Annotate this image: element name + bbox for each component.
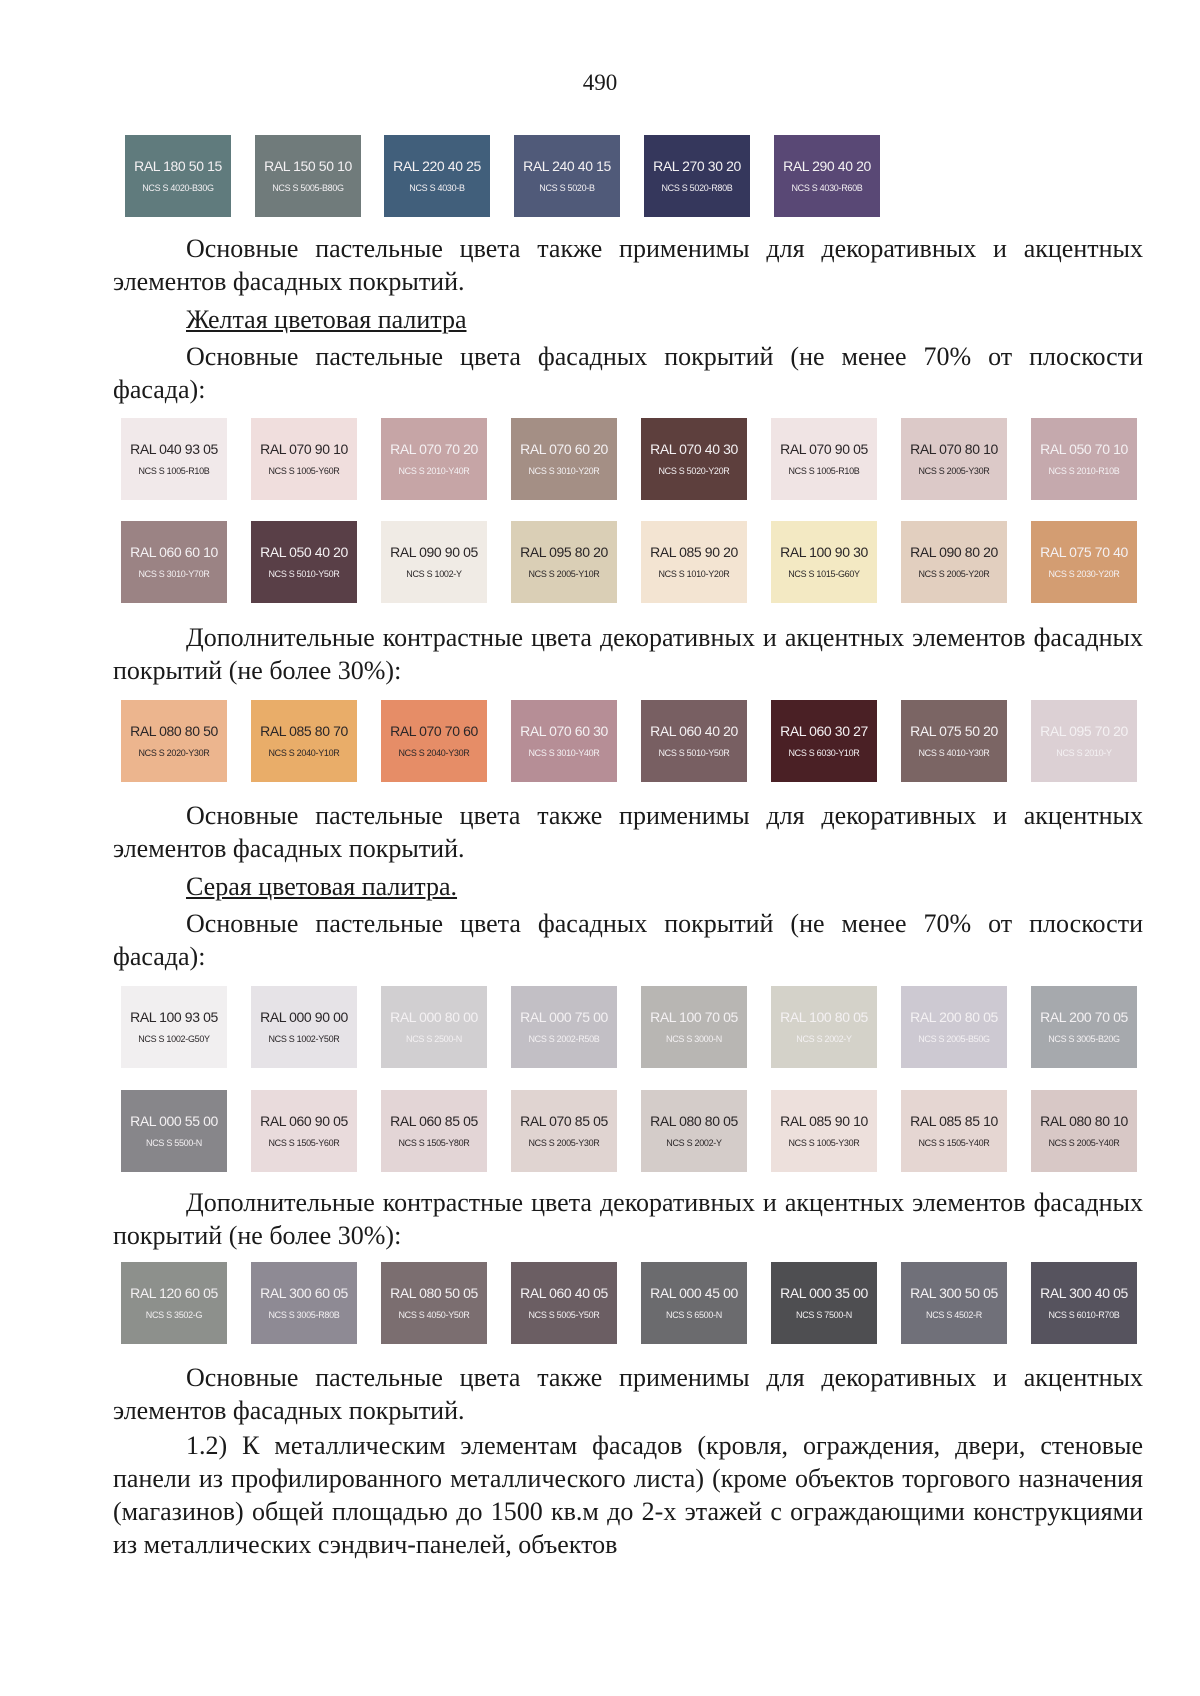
paragraph-pastel-decor-3: Основные пастельные цвета также применимы для декоративных и акцентных элементов фасадных покрытий. (113, 1363, 1143, 1425)
ral-code: RAL 270 30 20 (653, 158, 741, 174)
ncs-code: NCS S 2005-Y20R (918, 569, 990, 579)
ncs-code: NCS S 2005-Y40R (1048, 1138, 1120, 1148)
ncs-code: NCS S 5020-B (539, 183, 595, 193)
ral-code: RAL 075 70 40 (1040, 544, 1128, 560)
color-swatch (255, 135, 361, 217)
color-swatch (644, 135, 750, 217)
color-swatch (511, 1262, 617, 1344)
ral-code: RAL 040 93 05 (130, 441, 218, 457)
ncs-code: NCS S 5010-Y50R (658, 748, 730, 758)
ncs-code: NCS S 2002-Y (666, 1138, 722, 1148)
color-swatch (641, 521, 747, 603)
ncs-code: NCS S 2030-Y20R (1048, 569, 1120, 579)
color-swatch (1031, 418, 1137, 500)
ncs-code: NCS S 3000-N (666, 1034, 722, 1044)
ral-code: RAL 200 80 05 (910, 1009, 998, 1025)
color-swatch (641, 418, 747, 500)
color-swatch (901, 1090, 1007, 1172)
color-swatch (1031, 1262, 1137, 1344)
color-swatch (251, 986, 357, 1068)
color-swatch (511, 521, 617, 603)
ncs-code: NCS S 4020-B30G (142, 183, 214, 193)
ral-code: RAL 070 90 10 (260, 441, 348, 457)
color-swatch (511, 986, 617, 1068)
ncs-code: NCS S 6030-Y10R (788, 748, 860, 758)
ral-code: RAL 100 80 05 (780, 1009, 868, 1025)
ncs-code: NCS S 2040-Y30R (398, 748, 470, 758)
ral-code: RAL 100 93 05 (130, 1009, 218, 1025)
ncs-code: NCS S 2010-R10B (1048, 466, 1120, 476)
color-swatch (641, 986, 747, 1068)
ncs-code: NCS S 2005-Y30R (528, 1138, 600, 1148)
ral-code: RAL 085 90 20 (650, 544, 738, 560)
ral-code: RAL 000 80 00 (390, 1009, 478, 1025)
ral-code: RAL 300 50 05 (910, 1285, 998, 1301)
ral-code: RAL 060 85 05 (390, 1113, 478, 1129)
ral-code: RAL 300 40 05 (1040, 1285, 1128, 1301)
color-swatch (1031, 986, 1137, 1068)
ncs-code: NCS S 4030-B (409, 183, 465, 193)
ncs-code: NCS S 1005-Y60R (268, 466, 340, 476)
ncs-code: NCS S 2005-B50G (918, 1034, 990, 1044)
ral-code: RAL 290 40 20 (783, 158, 871, 174)
paragraph-pastel-decor-1: Основные пастельные цвета также применимы для декоративных и акцентных элементов фасадных покрытий. (113, 234, 1143, 296)
color-swatch (125, 135, 231, 217)
ral-code: RAL 060 40 05 (520, 1285, 608, 1301)
ncs-code: NCS S 4050-Y50R (398, 1310, 470, 1320)
color-swatch (384, 135, 490, 217)
ncs-code: NCS S 2005-Y30R (918, 466, 990, 476)
ncs-code: NCS S 1002-Y (406, 569, 462, 579)
ncs-code: NCS S 2040-Y10R (268, 748, 340, 758)
ncs-code: NCS S 2010-Y (1056, 748, 1112, 758)
ral-code: RAL 060 60 10 (130, 544, 218, 560)
paragraph-metal-elements: 1.2) К металлическим элементам фасадов (кровля, ограждения, двери, стеновые панели из профилированного металлического листа) (кроме объектов торгового назначения (магазинов) общей площадью до 1500 кв.м до 2-х этажей с ограждающими конструкциями из металлических сэндвич-панелей, объектов (113, 1431, 1143, 1559)
ral-code: RAL 075 50 20 (910, 723, 998, 739)
ral-code: RAL 060 40 20 (650, 723, 738, 739)
page-number: 490 (582, 70, 618, 95)
ral-code: RAL 000 90 00 (260, 1009, 348, 1025)
color-swatch (901, 700, 1007, 782)
ral-code: RAL 070 40 30 (650, 441, 738, 457)
color-swatch (901, 986, 1007, 1068)
paragraph-yellow-main: Основные пастельные цвета фасадных покрытий (не менее 70% от плоскости фасада): (113, 342, 1143, 404)
swatch-row-gray-main-2 (121, 1090, 1141, 1172)
color-swatch (251, 1262, 357, 1344)
ncs-code: NCS S 4502-R (926, 1310, 982, 1320)
color-swatch (121, 700, 227, 782)
ral-code: RAL 300 60 05 (260, 1285, 348, 1301)
ral-code: RAL 090 90 05 (390, 544, 478, 560)
ncs-code: NCS S 2002-Y (796, 1034, 852, 1044)
ncs-code: NCS S 1005-Y30R (788, 1138, 860, 1148)
ncs-code: NCS S 3010-Y20R (528, 466, 600, 476)
color-swatch (121, 1090, 227, 1172)
color-swatch (771, 1090, 877, 1172)
color-swatch (641, 700, 747, 782)
ral-code: RAL 200 70 05 (1040, 1009, 1128, 1025)
ncs-code: NCS S 2010-Y40R (398, 466, 470, 476)
ral-code: RAL 085 80 70 (260, 723, 348, 739)
ral-code: RAL 220 40 25 (393, 158, 481, 174)
ral-code: RAL 095 80 20 (520, 544, 608, 560)
color-swatch (1031, 521, 1137, 603)
ral-code: RAL 070 70 60 (390, 723, 478, 739)
ral-code: RAL 100 70 05 (650, 1009, 738, 1025)
ncs-code: NCS S 2002-R50B (528, 1034, 600, 1044)
ncs-code: NCS S 3010-Y40R (528, 748, 600, 758)
color-swatch (511, 1090, 617, 1172)
ncs-code: NCS S 3005-R80B (268, 1310, 340, 1320)
ral-code: RAL 070 70 20 (390, 441, 478, 457)
color-swatch (641, 1262, 747, 1344)
swatch-row-yellow-contrast (121, 700, 1141, 782)
paragraph-yellow-contrast: Дополнительные контрастные цвета декоративных и акцентных элементов фасадных покрытий (не более 30%): (113, 623, 1143, 685)
ncs-code: NCS S 3005-B20G (1048, 1034, 1120, 1044)
swatch-row-gray-main-1 (121, 986, 1141, 1068)
ral-code: RAL 070 60 20 (520, 441, 608, 457)
ral-code: RAL 000 45 00 (650, 1285, 738, 1301)
ncs-code: NCS S 6500-N (666, 1310, 722, 1320)
ral-code: RAL 090 80 20 (910, 544, 998, 560)
color-swatch (1031, 700, 1137, 782)
ral-code: RAL 180 50 15 (134, 158, 222, 174)
color-swatch (901, 418, 1007, 500)
color-swatch (381, 986, 487, 1068)
ral-code: RAL 100 90 30 (780, 544, 868, 560)
color-swatch (381, 1262, 487, 1344)
color-swatch (251, 521, 357, 603)
color-swatch (901, 521, 1007, 603)
ncs-code: NCS S 6010-R70B (1048, 1310, 1120, 1320)
color-swatch (1031, 1090, 1137, 1172)
paragraph-gray-contrast: Дополнительные контрастные цвета декоративных и акцентных элементов фасадных покрытий (не более 30%): (113, 1188, 1143, 1250)
heading-yellow-palette: Желтая цветовая палитра (186, 305, 467, 334)
ncs-code: NCS S 1505-Y40R (918, 1138, 990, 1148)
ral-code: RAL 000 35 00 (780, 1285, 868, 1301)
paragraph-pastel-decor-2: Основные пастельные цвета также применимы для декоративных и акцентных элементов фасадных покрытий. (113, 801, 1143, 863)
color-swatch (514, 135, 620, 217)
ral-code: RAL 080 80 05 (650, 1113, 738, 1129)
ncs-code: NCS S 5010-Y50R (268, 569, 340, 579)
ral-code: RAL 080 80 50 (130, 723, 218, 739)
color-swatch (251, 1090, 357, 1172)
ncs-code: NCS S 3502-G (145, 1310, 203, 1320)
ncs-code: NCS S 2020-Y30R (138, 748, 210, 758)
ral-code: RAL 120 60 05 (130, 1285, 218, 1301)
paragraph-gray-main: Основные пастельные цвета фасадных покрытий (не менее 70% от плоскости фасада): (113, 909, 1143, 971)
color-swatch (901, 1262, 1007, 1344)
color-swatch (121, 1262, 227, 1344)
color-swatch (381, 1090, 487, 1172)
color-swatch (511, 700, 617, 782)
ncs-code: NCS S 5005-Y50R (528, 1310, 600, 1320)
ncs-code: NCS S 1505-Y60R (268, 1138, 340, 1148)
ral-code: RAL 080 80 10 (1040, 1113, 1128, 1129)
ral-code: RAL 085 85 10 (910, 1113, 998, 1129)
ncs-code: NCS S 3010-Y70R (138, 569, 210, 579)
ral-code: RAL 070 85 05 (520, 1113, 608, 1129)
color-swatch (121, 418, 227, 500)
color-swatch (251, 700, 357, 782)
color-swatch (121, 986, 227, 1068)
heading-gray-palette: Серая цветовая палитра. (186, 872, 458, 901)
color-swatch (771, 418, 877, 500)
ral-code: RAL 000 75 00 (520, 1009, 608, 1025)
ral-code: RAL 240 40 15 (523, 158, 611, 174)
ral-code: RAL 085 90 10 (780, 1113, 868, 1129)
color-swatch (771, 1262, 877, 1344)
swatch-row-blue (125, 135, 885, 217)
ral-code: RAL 150 50 10 (264, 158, 352, 174)
color-swatch (381, 700, 487, 782)
ncs-code: NCS S 1505-Y80R (398, 1138, 470, 1148)
ncs-code: NCS S 1005-R10B (138, 466, 210, 476)
ral-code: RAL 060 30 27 (780, 723, 868, 739)
color-swatch (381, 521, 487, 603)
ncs-code: NCS S 2005-Y10R (528, 569, 600, 579)
ral-code: RAL 095 70 20 (1040, 723, 1128, 739)
color-swatch (251, 418, 357, 500)
swatch-row-yellow-main-1 (121, 418, 1141, 500)
ncs-code: NCS S 4010-Y30R (918, 748, 990, 758)
ncs-code: NCS S 1010-Y20R (658, 569, 730, 579)
color-swatch (771, 700, 877, 782)
color-swatch (121, 521, 227, 603)
ral-code: RAL 070 90 05 (780, 441, 868, 457)
color-swatch (774, 135, 880, 217)
ncs-code: NCS S 1015-G60Y (788, 569, 860, 579)
swatch-row-gray-contrast (121, 1262, 1141, 1344)
ncs-code: NCS S 1002-G50Y (138, 1034, 210, 1044)
swatch-row-yellow-main-2 (121, 521, 1141, 603)
ral-code: RAL 000 55 00 (130, 1113, 218, 1129)
color-swatch (511, 418, 617, 500)
color-swatch (771, 986, 877, 1068)
ncs-code: NCS S 7500-N (796, 1310, 852, 1320)
ral-code: RAL 070 80 10 (910, 441, 998, 457)
ncs-code: NCS S 5500-N (146, 1138, 202, 1148)
ncs-code: NCS S 5020-R80B (661, 183, 733, 193)
color-swatch (641, 1090, 747, 1172)
ral-code: RAL 070 60 30 (520, 723, 608, 739)
color-swatch (381, 418, 487, 500)
ral-code: RAL 050 40 20 (260, 544, 348, 560)
ncs-code: NCS S 4030-R60B (791, 183, 863, 193)
ncs-code: NCS S 5020-Y20R (658, 466, 730, 476)
ncs-code: NCS S 1005-R10B (788, 466, 860, 476)
ral-code: RAL 080 50 05 (390, 1285, 478, 1301)
color-swatch (771, 521, 877, 603)
ral-code: RAL 060 90 05 (260, 1113, 348, 1129)
ral-code: RAL 050 70 10 (1040, 441, 1128, 457)
ncs-code: NCS S 2500-N (406, 1034, 462, 1044)
ncs-code: NCS S 5005-B80G (272, 183, 344, 193)
ncs-code: NCS S 1002-Y50R (268, 1034, 340, 1044)
